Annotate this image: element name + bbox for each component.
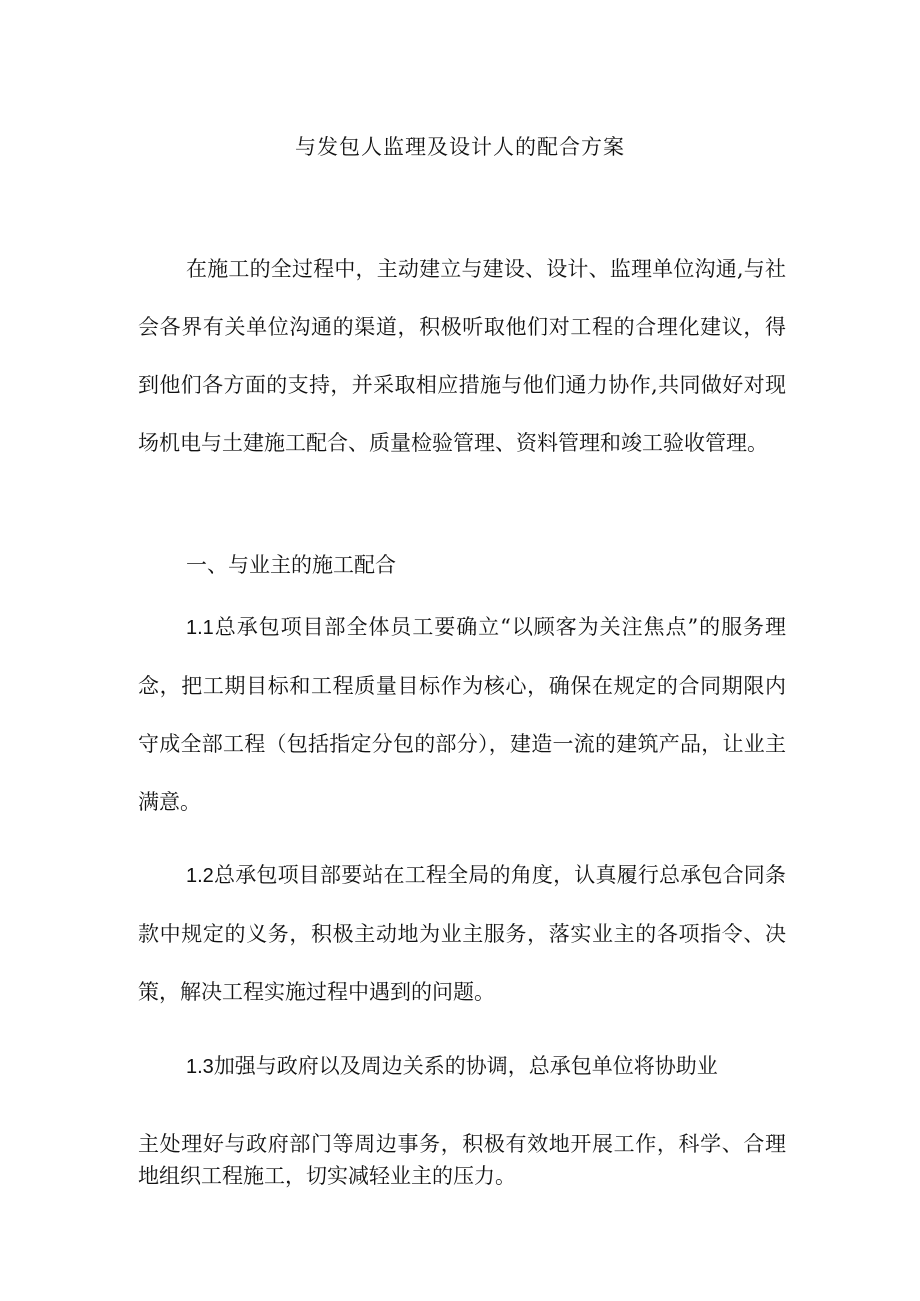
item-1-1-number: 1.1 [186,617,214,639]
item-1-3-text-a: 加强与政府以及周边关系的协调，总承包单位将协助业 [213,1054,718,1078]
document-title: 与发包人监理及设计人的配合方案 [295,135,625,159]
item-1-2-paragraph [138,846,786,1021]
intro-paragraph: 在施工的全过程中，主动建立与建设、设计、监理单位沟通,与社会各界有关单位沟通的渠道，积极听取他们对工程的合理化建议，得到他们各方面的支持，并采取相应措施与他们通力协作,共同做好对现场机电与土建施工配合、质量检验管理、资料管理和竣工验收管理。 [138,257,786,455]
item-1-1-text: 总承包项目部全体员工要确立“以顾客为关注焦点”的服务理念，把工期目标和工程质量目标作为核心，确保在规定的合同期限内守成全部工程（包括指定分包的部分），建造一流的建筑产品，让业主满意。 [138,615,786,814]
item-1-3-number: 1.3 [186,1056,214,1078]
item-1-2-number: 1.2 [186,865,214,887]
item-1-1-paragraph [138,598,786,831]
item-1-3-paragraph-start [138,1037,786,1096]
item-1-3-paragraph-continued: 主处理好与政府部门等周边事务，积极有效地开展工作，科学、合理地组织工程施工，切实减轻业主的压力。 [138,1132,786,1188]
item-1-2-text: 总承包项目部要站在工程全局的角度，认真履行总承包合同条款中规定的义务，积极主动地为业主服务，落实业主的各项指令、决策，解决工程实施过程中遇到的问题。 [138,863,786,1004]
section-heading-owner-cooperation: 一、与业主的施工配合 [186,553,396,577]
